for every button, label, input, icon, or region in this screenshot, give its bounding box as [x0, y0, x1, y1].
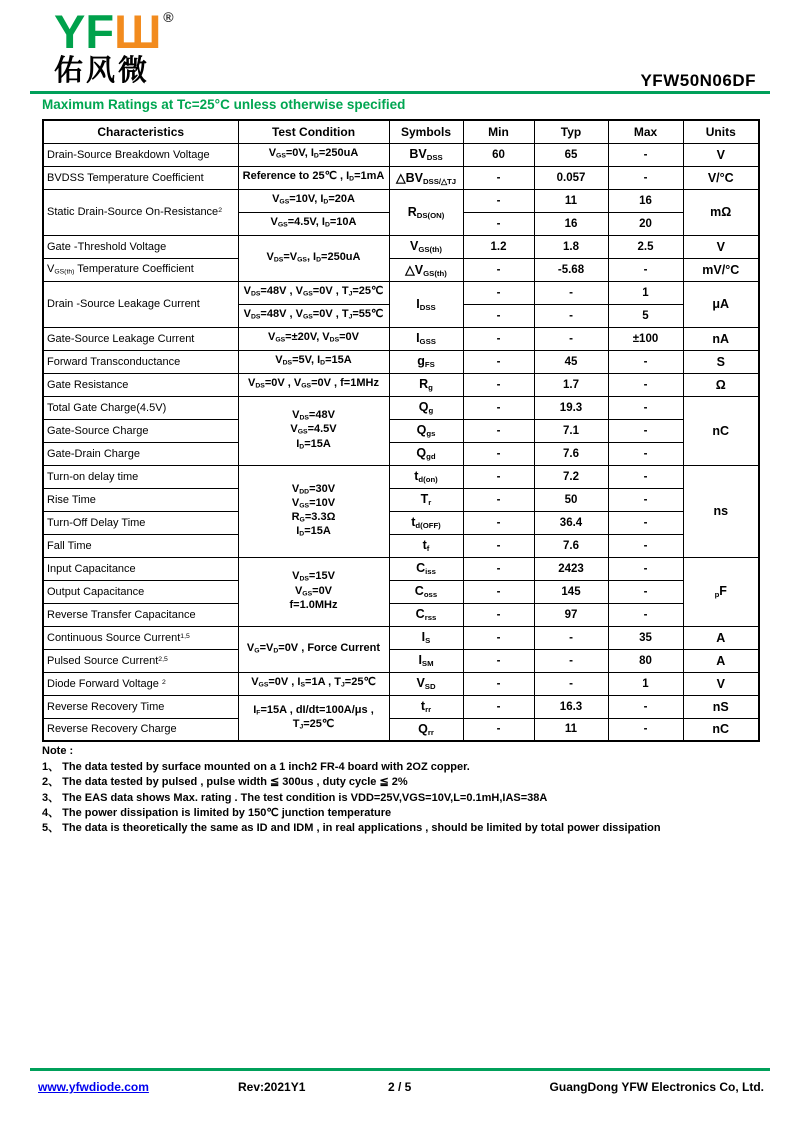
notes-section [42, 744, 661, 836]
table-cell-val: - [463, 557, 534, 580]
table-cell-char: Gate Resistance [43, 373, 238, 396]
notes-label: Note : [42, 745, 74, 757]
column-header-symbols: Symbols [389, 120, 463, 143]
table-cell-char: Diode Forward Voltage $^2$ [43, 672, 238, 695]
table-cell-unit: A [683, 649, 759, 672]
table-cell-val: - [463, 695, 534, 718]
table-cell-val: -5.68 [534, 258, 608, 281]
table-cell-sym: $T_r$ [389, 488, 463, 511]
table-cell-val: 1.7 [534, 373, 608, 396]
table-row [43, 166, 759, 189]
table-cell-sym: $t_f$ [389, 534, 463, 557]
table-cell-val: - [463, 626, 534, 649]
table-row [43, 442, 759, 465]
table-cell-val: - [534, 649, 608, 672]
table-cell-sym: $I_{DSS}$ [389, 281, 463, 327]
company-name: GuangDong YFW Electronics Co, Ltd. [549, 1080, 764, 1094]
table-row [43, 511, 759, 534]
table-row [43, 189, 759, 212]
table-cell-char: Reverse Recovery Charge [43, 718, 238, 741]
table-cell-cond: $V_G=V_D=0V$ , Force Current [238, 626, 389, 672]
table-cell-char: Gate-Source Charge [43, 419, 238, 442]
table-cell-val: 1.8 [534, 235, 608, 258]
table-row [43, 419, 759, 442]
table-cell-cond: $V_{DS}=V_{GS}$, $I_D=250uA$ [238, 235, 389, 281]
note-item: 1、 The data tested by surface mounted on a 1 inch2 FR-4 board with 2OZ copper. [42, 761, 470, 774]
table-cell-sym: $C_{iss}$ [389, 557, 463, 580]
table-cell-cond: $V_{DD}=30V$ $V_{GS}=10V$ $R_G=3.3\Omega$ $I_D=15A$ [238, 465, 389, 557]
table-cell-char: Pulsed Source Current$^{2,5}$ [43, 649, 238, 672]
table-cell-char: Gate-Source Leakage Current [43, 327, 238, 350]
table-row [43, 396, 759, 419]
table-cell-val: 145 [534, 580, 608, 603]
table-cell-val: - [608, 511, 683, 534]
table-cell-sym: $I_{SM}$ [389, 649, 463, 672]
table-cell-unit: V [683, 672, 759, 695]
table-cell-val: 35 [608, 626, 683, 649]
table-cell-cond: $V_{DS}=0V$ , $V_{GS}=0V$ , f=1MHz [238, 373, 389, 396]
table-cell-val: - [534, 672, 608, 695]
table-row [43, 534, 759, 557]
brand-logo-wordmark [54, 5, 174, 58]
table-cell-char: Turn-on delay time [43, 465, 238, 488]
note-item: 4、 The power dissipation is limited by 150℃ junction temperature [42, 806, 392, 819]
maximum-ratings-table [42, 119, 760, 742]
table-cell-char: Output Capacitance [43, 580, 238, 603]
table-cell-unit: V [683, 143, 759, 166]
table-cell-char: BVDSS Temperature Coefficient [43, 166, 238, 189]
registered-trademark-icon: ® [163, 9, 174, 25]
column-header-test-condition: Test Condition [238, 120, 389, 143]
revision-label: Rev:2021Y1 [238, 1080, 306, 1094]
table-cell-char: Drain-Source Breakdown Voltage [43, 143, 238, 166]
table-cell-val: - [608, 442, 683, 465]
table-cell-val: - [608, 166, 683, 189]
table-cell-val: - [608, 465, 683, 488]
table-cell-unit: V [683, 235, 759, 258]
table-cell-unit: ns [683, 465, 759, 557]
table-cell-cond: $V_{GS}=\pm 20V$, $V_{DS}=0V$ [238, 327, 389, 350]
table-cell-char: Static Drain-Source On-Resistance$^2$ [43, 189, 238, 235]
table-cell-val: - [463, 649, 534, 672]
table-cell-val: - [463, 258, 534, 281]
table-cell-sym: $t_{d(OFF)}$ [389, 511, 463, 534]
table-cell-sym: $V_{SD}$ [389, 672, 463, 695]
table-cell-val: - [463, 166, 534, 189]
table-cell-unit: A [683, 626, 759, 649]
logo-w-letter: Ш [114, 5, 162, 58]
table-cell-unit: mΩ [683, 189, 759, 235]
table-cell-sym: $C_{rss}$ [389, 603, 463, 626]
table-cell-char: Reverse Transfer Capacitance [43, 603, 238, 626]
table-cell-val: 7.6 [534, 534, 608, 557]
table-cell-cond: $V_{GS}=4.5V$, $I_D=10A$ [238, 212, 389, 235]
table-cell-sym: $t_{d(on)}$ [389, 465, 463, 488]
table-cell-sym: $Q_g$ [389, 396, 463, 419]
table-cell-val: - [463, 189, 534, 212]
table-cell-char: Continuous Source Current$^{1,5}$ [43, 626, 238, 649]
table-cell-cond: $V_{GS}=0V$ , $I_S=1A$ , $T_J=25℃$ [238, 672, 389, 695]
table-row [43, 603, 759, 626]
table-cell-cond: $V_{GS}=0V$, $I_D=250uA$ [238, 143, 389, 166]
table-cell-val: 36.4 [534, 511, 608, 534]
table-cell-val: 45 [534, 350, 608, 373]
table-cell-val: - [608, 580, 683, 603]
table-cell-val: 19.3 [534, 396, 608, 419]
table-cell-val: 16.3 [534, 695, 608, 718]
table-cell-val: - [608, 258, 683, 281]
table-cell-sym: $\triangle V_{GS(th)}$ [389, 258, 463, 281]
table-cell-val: - [463, 580, 534, 603]
table-cell-val: 7.2 [534, 465, 608, 488]
table-cell-val: - [534, 327, 608, 350]
table-cell-val: - [463, 373, 534, 396]
page-title: Maximum Ratings at Tc=25°C unless otherwise specified [42, 97, 406, 112]
table-cell-val: - [463, 419, 534, 442]
table-cell-sym: $V_{GS(th)}$ [389, 235, 463, 258]
table-cell-sym: $R_g$ [389, 373, 463, 396]
table-cell-cond: $V_{DS}=48V$ , $V_{GS}=0V$ , $T_J=55℃$ [238, 304, 389, 327]
table-cell-val: - [608, 396, 683, 419]
table-cell-char: Gate -Threshold Voltage [43, 235, 238, 258]
table-cell-val: - [463, 396, 534, 419]
table-cell-char: $V_{GS(th)}$ Temperature Coefficient [43, 258, 238, 281]
part-number: YFW50N06DF [640, 71, 756, 90]
table-cell-val: - [608, 373, 683, 396]
table-cell-val: 7.1 [534, 419, 608, 442]
table-cell-val: - [608, 695, 683, 718]
table-cell-cond: $V_{DS}=48V$ $V_{GS}=4.5V$ $I_D=15A$ [238, 396, 389, 465]
table-cell-val: - [534, 304, 608, 327]
table-cell-val: 50 [534, 488, 608, 511]
table-header-row [43, 120, 759, 143]
table-cell-val: 5 [608, 304, 683, 327]
column-header-units: Units [683, 120, 759, 143]
table-cell-val: - [608, 557, 683, 580]
table-cell-cond: Reference to 25℃ , $I_D=1mA$ [238, 166, 389, 189]
header-divider-line [30, 91, 770, 94]
table-cell-val: 0.057 [534, 166, 608, 189]
table-cell-unit: $_p$F [683, 557, 759, 626]
table-cell-val: 1 [608, 281, 683, 304]
table-cell-sym: $g_{FS}$ [389, 350, 463, 373]
table-cell-val: 80 [608, 649, 683, 672]
table-cell-val: - [463, 511, 534, 534]
table-cell-char: Turn-Off Delay Time [43, 511, 238, 534]
table-cell-val: 16 [608, 189, 683, 212]
table-row [43, 672, 759, 695]
table-cell-val: - [608, 534, 683, 557]
table-header [43, 120, 759, 143]
table-cell-val: 65 [534, 143, 608, 166]
table-cell-val: - [463, 304, 534, 327]
table-cell-val: - [534, 281, 608, 304]
table-cell-val: 97 [534, 603, 608, 626]
table-cell-unit: mV/°C [683, 258, 759, 281]
table-cell-val: - [463, 212, 534, 235]
column-header-max: Max [608, 120, 683, 143]
table-row [43, 235, 759, 258]
table-cell-val: - [463, 672, 534, 695]
table-cell-sym: $R_{DS(ON)}$ [389, 189, 463, 235]
table-row [43, 626, 759, 649]
note-item: 5、 The data is theoretically the same as ID and IDM , in real applications , should be limited by total power dissipation [42, 821, 661, 834]
table-cell-char: Gate-Drain Charge [43, 442, 238, 465]
table-cell-val: - [463, 534, 534, 557]
table-cell-cond: $V_{GS}=10V$, $I_D=20A$ [238, 189, 389, 212]
table-cell-unit: nA [683, 327, 759, 350]
note-item: 3、 The EAS data shows Max. rating . The test condition is VDD=25V,VGS=10V,L=0.1mH,IAS=38A [42, 791, 548, 804]
table-row [43, 258, 759, 281]
table-cell-sym: $\triangle BV_{DSS/\triangle TJ}$ [389, 166, 463, 189]
table-cell-val: 11 [534, 718, 608, 741]
table-cell-val: - [608, 143, 683, 166]
table-cell-cond: $V_{DS}=48V$ , $V_{GS}=0V$ , $T_J=25℃$ [238, 281, 389, 304]
table-cell-val: - [463, 350, 534, 373]
table-cell-cond: $I_F=15A$ , dI/dt=100A/μs , $T_J=25℃$ [238, 695, 389, 741]
table-cell-sym: $Q_{gd}$ [389, 442, 463, 465]
column-header-min: Min [463, 120, 534, 143]
table-row [43, 465, 759, 488]
table-cell-sym: $I_S$ [389, 626, 463, 649]
table-cell-val: - [608, 488, 683, 511]
table-cell-sym: $I_{GSS}$ [389, 327, 463, 350]
table-cell-sym: $Q_{gs}$ [389, 419, 463, 442]
website-link[interactable]: www.yfwdiode.com [38, 1080, 149, 1094]
table-cell-sym: $C_{oss}$ [389, 580, 463, 603]
table-cell-val: 1 [608, 672, 683, 695]
table-cell-val: - [608, 718, 683, 741]
table-cell-val: - [463, 442, 534, 465]
logo-yf-letters: YF [54, 5, 115, 58]
table-row [43, 718, 759, 741]
table-cell-val: - [534, 626, 608, 649]
table-cell-char: Total Gate Charge(4.5V) [43, 396, 238, 419]
table-cell-char: Reverse Recovery Time [43, 695, 238, 718]
table-cell-val: 11 [534, 189, 608, 212]
table-cell-unit: nC [683, 396, 759, 465]
column-header-typ: Typ [534, 120, 608, 143]
table-row [43, 373, 759, 396]
table-row [43, 281, 759, 304]
table-cell-unit: Ω [683, 373, 759, 396]
table-cell-val: - [463, 327, 534, 350]
table-cell-unit: S [683, 350, 759, 373]
table-cell-val: - [608, 419, 683, 442]
note-item: 2、 The data tested by pulsed , pulse width ≦ 300us , duty cycle ≦ 2% [42, 776, 408, 789]
brand-chinese-name: 佑风微 [54, 55, 151, 87]
table-cell-sym: $t_{rr}$ [389, 695, 463, 718]
footer [0, 1080, 800, 1100]
table-cell-cond: $V_{DS}=15V$ $V_{GS}=0V$ f=1.0MHz [238, 557, 389, 626]
notes-list [42, 760, 661, 836]
table-cell-val: ±100 [608, 327, 683, 350]
table-row [43, 557, 759, 580]
table-cell-val: 7.6 [534, 442, 608, 465]
table-cell-unit: V/°C [683, 166, 759, 189]
table-row [43, 488, 759, 511]
footer-divider-line [30, 1068, 770, 1071]
table-cell-sym: $Q_{rr}$ [389, 718, 463, 741]
table-row [43, 580, 759, 603]
table-cell-val: - [463, 281, 534, 304]
table-cell-unit: nS [683, 695, 759, 718]
table-row [43, 327, 759, 350]
table-row [43, 649, 759, 672]
table-cell-char: Input Capacitance [43, 557, 238, 580]
table-cell-val: 2423 [534, 557, 608, 580]
table-cell-val: 16 [534, 212, 608, 235]
table-cell-unit: μA [683, 281, 759, 327]
column-header-characteristics: Characteristics [43, 120, 238, 143]
table-cell-val: - [463, 603, 534, 626]
table-cell-val: - [463, 465, 534, 488]
table-cell-char: Drain -Source Leakage Current [43, 281, 238, 327]
table-cell-val: - [608, 350, 683, 373]
table-cell-val: 1.2 [463, 235, 534, 258]
table-row [43, 350, 759, 373]
table-cell-char: Rise Time [43, 488, 238, 511]
table-row [43, 695, 759, 718]
table-cell-char: Forward Transconductance [43, 350, 238, 373]
table-cell-val: - [463, 488, 534, 511]
table-body [43, 143, 759, 741]
table-cell-unit: nC [683, 718, 759, 741]
table-cell-val: - [608, 603, 683, 626]
table-cell-val: - [463, 718, 534, 741]
table-cell-val: 20 [608, 212, 683, 235]
page-number: 2 / 5 [388, 1080, 412, 1094]
table-cell-val: 60 [463, 143, 534, 166]
table-cell-sym: $BV_{DSS}$ [389, 143, 463, 166]
table-cell-char: Fall Time [43, 534, 238, 557]
table-row [43, 143, 759, 166]
brand-logo [54, 5, 174, 87]
table-cell-cond: $V_{DS}=5V$, $I_D=15A$ [238, 350, 389, 373]
table-cell-val: 2.5 [608, 235, 683, 258]
